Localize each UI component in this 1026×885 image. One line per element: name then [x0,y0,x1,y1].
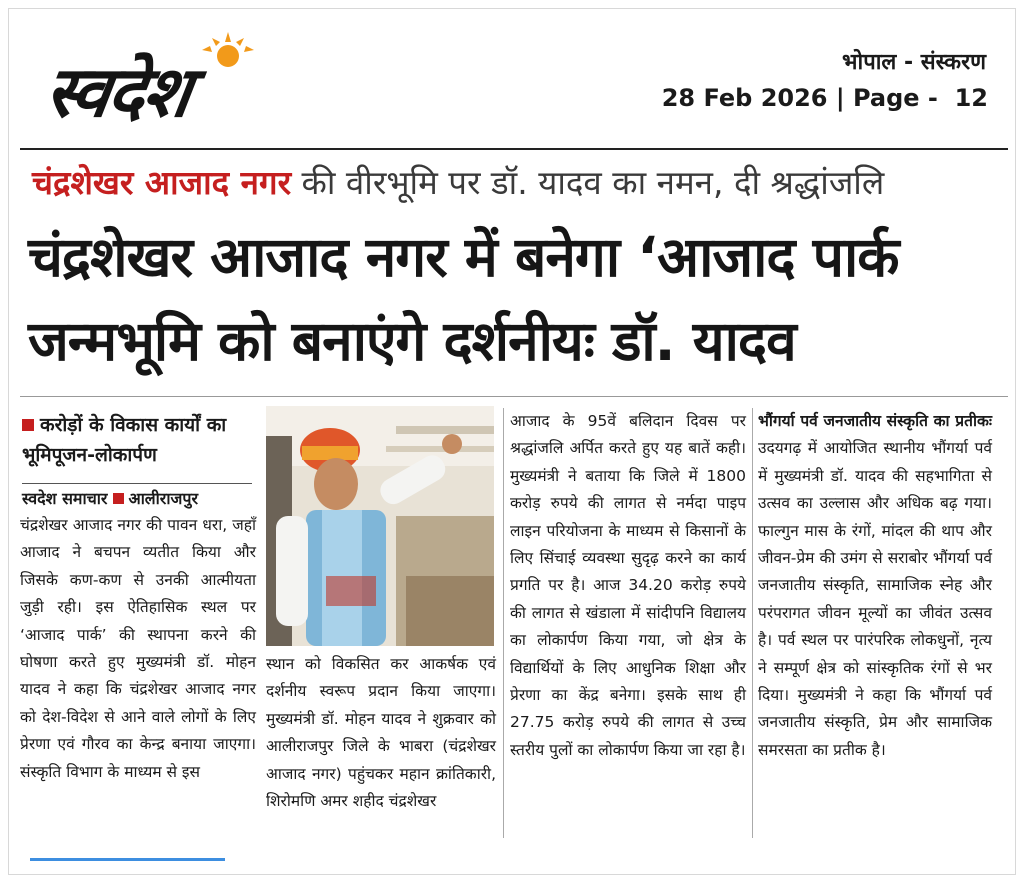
byline [22,483,252,509]
byline-place: आलीराजपुर [128,489,198,508]
bullet-square-icon [22,419,34,431]
sidebar-body: उदयगढ़ में आयोजित स्थानीय भौंगर्या पर्व में मुख्यमंत्री डॉ. यादव की सहभागिता से उत्सव का उल्लास और अधिक बढ़ गया। फाल्गुन मास के रंगों, मांदल की थाप और जीवन-प्रेम की उमंग से सराबोर भौंगर्या पर्व जनजातीय संस्कृति, सामाजिक स्नेह और परंपरागत जीवन मूल्यों का जीवंत उत्सव है। पर्व स्थल पर पारंपरिक लोकधुनों, नृत्य ने सम्पूर्ण क्षेत्र को सांस्कृतिक रंगों से भर दिया। मुख्यमंत्री ने कहा कि भौंगर्या पर्व जनजातीय संस्कृति, प्रेम और सामाजिक समरसता का प्रतीक है। [758,439,992,759]
masthead-rule [20,148,1008,150]
bottom-accent-bar [30,858,225,861]
byline-agency: स्वदेश समाचार [22,489,108,508]
article-column-3: आजाद के 95वें बलिदान दिवस पर श्रद्धांजलि अर्पित करते हुए यह बातें कही। मुख्यमंत्री ने बताया कि जिले में 1800 करोड़ रुपये की लागत से नर्मदा पाइप लाइन परियोजना के माध्यम से किसानों के लिए सिंचाई व्यवस्था सुदृढ़ करने का कार्य प्रगति पर है। आज 34.20 करोड़ रुपये की लागत से खंडाला में सांदीपनि विद्यालय का लोकार्पण किया गया, जो क्षेत्र के विद्यार्थियों के लिए आधुनिक शिक्षा और प्रेरणा का केंद्र बनेगा। इसके साथ ही 27.75 करोड़ रुपये की लागत से उच्च स्तरीय पुलों का लोकार्पण किया जा रहा है। [510,412,746,759]
subheadline [22,410,252,470]
article-column-2: स्थान को विकसित कर आकर्षक एवं दर्शनीय स्वरूप प्रदान किया जाएगा। मुख्यमंत्री डॉ. मोहन यादव ने शुक्रवार को आलीराजपुर जिले के भाबरा (चंद्रशेखर आजाद नगर) पहुंचकर महान क्रांतिकारी, शिरोमणि अमर शहीद चंद्रशेखर [266,655,496,811]
main-headline-line1: चंद्रशेखर आजाद नगर में बनेगा ‘आजाद पार्क [28,225,899,289]
logo-text: स्वदेश [40,51,195,133]
article-column-4 [758,408,992,764]
dateline: 28 Feb 2026 | Page - 12 [661,84,988,112]
column-divider [752,408,753,838]
news-photo-illustration [266,406,494,646]
article-column-1: चंद्रशेखर आजाद नगर की पावन धरा, जहाँ आजाद ने बचपन व्यतीत किया और जिसके कण-कण से उनकी आत्मीयता जुड़ी रही। इस ऐतिहासिक स्थल पर ‘आजाद पार्क’ की स्थापना करने की घोषणा करते हुए मुख्यमंत्री डॉ. मोहन यादव ने कहा कि चंद्रशेखर आजाद नगर को देश-विदेश से आने वाले लोगों के लिए प्रेरणा एवं गौरव का केन्द्र बनाया जाएगा। संस्कृति विभाग के माध्यम से इस [20,516,256,781]
headline-rule [20,396,1008,397]
newspaper-logo [40,32,335,132]
bullet-square-icon [113,493,124,504]
main-headline-line2: जन्मभूमि को बनाएंगे दर्शनीयः डॉ. यादव [28,309,796,373]
sidebar-lead: भौंगर्या पर्व जनजातीय संस्कृति का प्रतीकः [758,412,992,430]
edition-label: भोपाल - संस्करण [842,50,986,75]
news-photo [266,406,494,646]
column-divider [503,408,504,838]
kicker-headline [32,158,992,208]
kicker-highlight: चंद्रशेखर आजाद नगर [32,163,292,202]
subheadline-text: करोड़ों के विकास कार्यों का भूमिपूजन-लोकार्पण [22,414,227,466]
kicker-text: की वीरभूमि पर डॉ. यादव का नमन, दी श्रद्धांजलि [291,163,885,202]
